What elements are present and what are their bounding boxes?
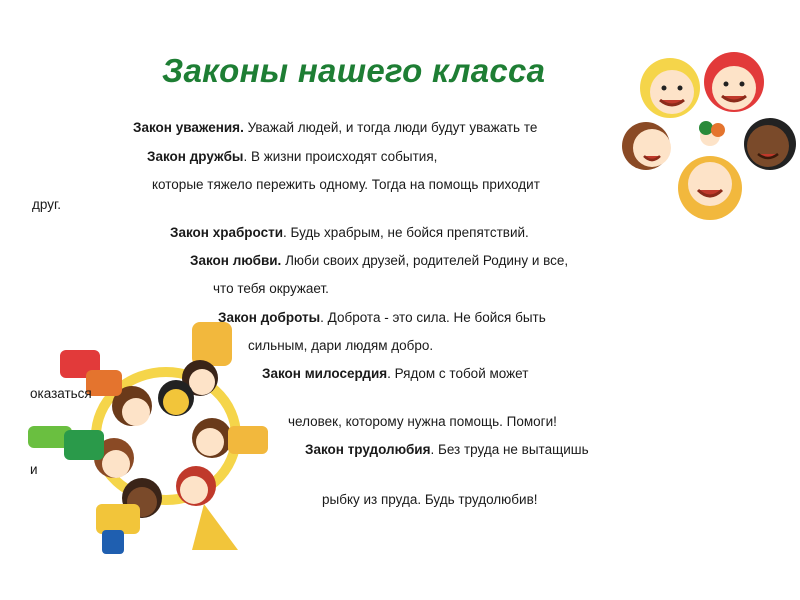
law-friendship-cont-2 [32, 197, 61, 213]
law-text: человек, которому нужна помощь. Помоги! [288, 414, 557, 429]
law-text: . Будь храбрым, не бойся препятствий. [283, 225, 529, 240]
law-text: оказаться [30, 386, 92, 401]
law-text: друг. [32, 197, 62, 212]
law-diligence-cont-2 [322, 492, 538, 508]
child-left [28, 426, 134, 478]
law-mercy-cont [30, 386, 92, 402]
child-bottom-right [176, 466, 238, 550]
law-name: Закон дружбы [147, 149, 244, 164]
law-diligence [305, 442, 589, 458]
law-love-cont [213, 281, 329, 297]
law-kindness [218, 310, 546, 326]
law-text: сильным, дари людям добро. [248, 338, 434, 353]
law-name: Закон трудолюбия [305, 442, 431, 457]
law-text: . Доброта - это сила. Не бойся быть [320, 310, 546, 325]
law-text: . Рядом с тобой может [387, 366, 529, 381]
law-friendship [147, 149, 437, 165]
child-face-blonde [640, 58, 700, 118]
law-text: Уважай людей, и тогда люди будут уважать те [243, 120, 538, 135]
child-face-redhead [704, 52, 764, 112]
law-text: и [30, 462, 38, 477]
child-top [182, 322, 232, 396]
law-name: Закон храбрости [170, 225, 284, 240]
law-text: которые тяжело пережить одному. Тогда на помощь приходит [152, 177, 540, 192]
law-text: Люби своих друзей, родителей Родину и все, [281, 253, 569, 268]
law-text: что тебя окружает. [213, 281, 329, 296]
law-mercy [262, 366, 528, 382]
children-circle-illustration [24, 318, 274, 566]
child-face-bottom [678, 156, 742, 220]
law-friendship-cont [152, 177, 540, 193]
law-bravery [170, 225, 529, 241]
law-name: Закон уважения. [133, 120, 244, 135]
law-text: . Без труда не вытащишь [430, 442, 589, 457]
law-text: рыбку из пруда. Будь трудолюбив! [322, 492, 538, 507]
law-name: Закон милосердия [262, 366, 388, 381]
children-faces-illustration [622, 48, 800, 226]
law-kindness-cont [248, 338, 433, 354]
law-text: . В жизни происходят события, [243, 149, 438, 164]
slide-title: Законы нашего класса [162, 52, 546, 89]
law-love [190, 253, 568, 269]
child-face-dark [744, 118, 796, 170]
law-diligence-cont [30, 462, 38, 478]
law-mercy-cont-2 [288, 414, 557, 430]
child-face-brown [622, 122, 671, 170]
child-center-top [158, 380, 194, 416]
law-name: Закон доброты [218, 310, 321, 325]
law-name: Закон любви. [190, 253, 282, 268]
child-bottom-left [96, 478, 162, 554]
law-respect [133, 120, 537, 136]
